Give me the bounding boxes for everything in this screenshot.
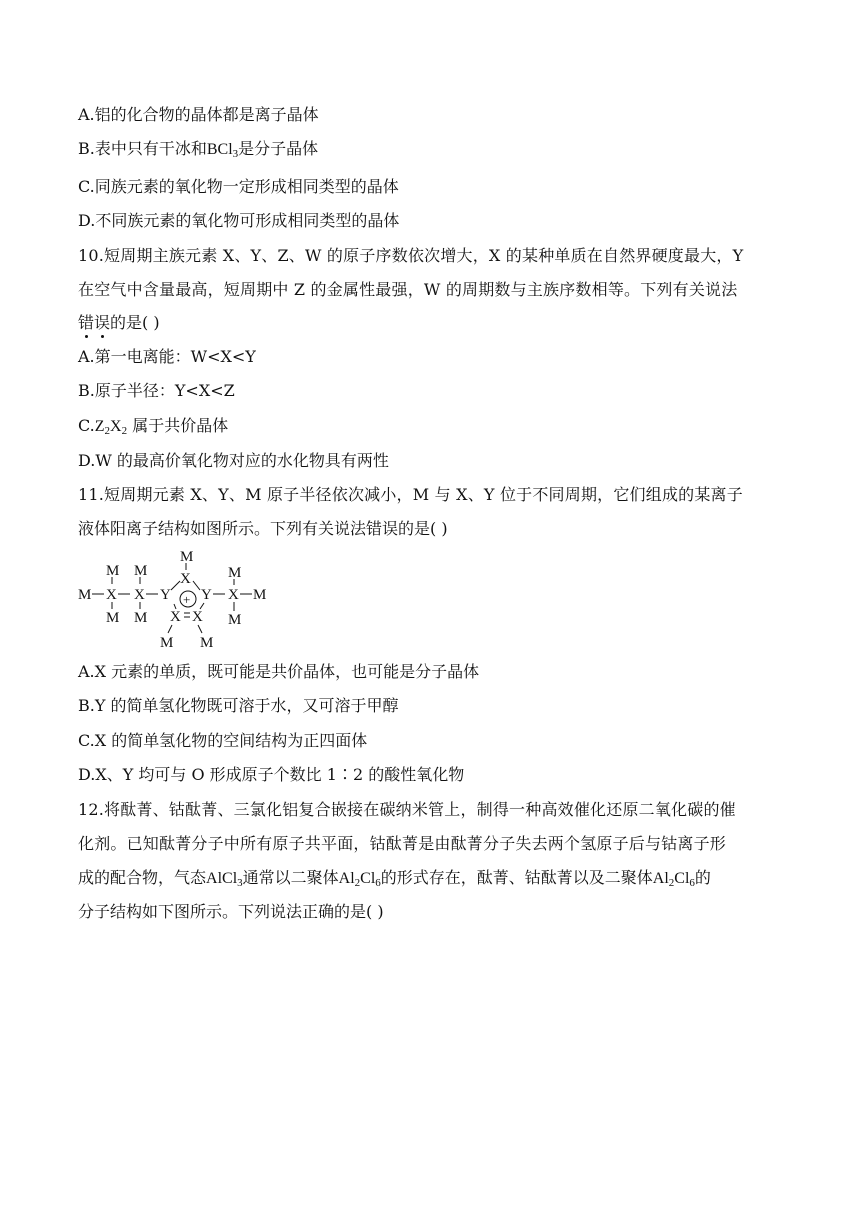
q10-stem-line1: 10.短周期主族元素 X、Y、Z、W 的原子序数依次增大，X 的某种单质在自然界硬度最大，Y: [78, 246, 744, 265]
q9-option-d: D.不同族元素的氧化物可形成相同类型的晶体: [78, 211, 400, 230]
atom-x: X: [170, 609, 181, 625]
q12-stem-line4: 分子结构如下图所示。下列说法正确的是( ): [78, 902, 384, 921]
atom-m: M: [180, 549, 194, 565]
atom-x: X: [228, 587, 239, 603]
q11-stem-line1: 11.短周期元素 X、Y、M 原子半径依次减小，M 与 X、Y 位于不同周期，它们组成的某离子: [78, 485, 743, 504]
q9-option-c: C.同族元素的氧化物一定形成相同类型的晶体: [78, 177, 399, 196]
q10-option-d: D.W 的最高价氧化物对应的水化物具有两性: [78, 451, 389, 470]
atom-y: Y: [160, 587, 171, 603]
q9-option-a: A.铝的化合物的晶体都是离子晶体: [78, 105, 319, 124]
q9-option-b: B.表中只有干冰和BCl$_3$是分子晶体: [78, 139, 319, 160]
q12-stem-line2: 化剂。已知酞菁分子中所有原子共平面，钴酞菁是由酞菁分子失去两个氢原子后与钴离子形: [78, 834, 727, 853]
cation-structure-diagram: [72, 545, 282, 653]
atom-m: M: [106, 563, 120, 579]
atom-x: X: [192, 609, 203, 625]
q11-option-c: C.X 的简单氢化物的空间结构为正四面体: [78, 731, 368, 750]
q11-option-a: A.X 元素的单质，既可能是共价晶体，也可能是分子晶体: [78, 662, 480, 681]
emphasis-text: 错误: [78, 313, 110, 332]
charge-plus: +: [183, 592, 191, 607]
atom-m: M: [134, 610, 148, 626]
atom-m: M: [78, 587, 92, 603]
q10-option-c: $C.Z_2X_2$ 属于共价晶体: [78, 416, 229, 437]
atom-m: M: [106, 610, 120, 626]
atom-m: M: [134, 563, 148, 579]
atom-y: Y: [201, 587, 212, 603]
atom-m: M: [228, 565, 242, 581]
atom-x: X: [134, 587, 145, 603]
atom-m: M: [200, 635, 214, 651]
q10-option-a: A.第一电离能：W<X<Y: [78, 347, 256, 366]
q11-option-d: D.X、Y 均可与 O 形成原子个数比 1∶2 的酸性氧化物: [78, 765, 465, 784]
q10-stem-line2: 在空气中含量最高，短周期中 Z 的金属性最强，W 的周期数与主族序数相等。下列有关说法: [78, 280, 738, 299]
q11-stem-line2: 液体阳离子结构如图所示。下列有关说法错误的是( ): [78, 519, 448, 538]
atom-m: M: [160, 635, 174, 651]
q12-stem-line1: 12.将酞菁、钴酞菁、三氯化铝复合嵌接在碳纳米管上，制得一种高效催化还原二氧化碳的催: [78, 800, 736, 819]
q10-stem-line3: 错误 的是( ): [78, 313, 160, 333]
atom-x: X: [180, 571, 191, 587]
atom-x: X: [106, 587, 117, 603]
atom-m: M: [253, 587, 267, 603]
q12-stem-line3: 成的配合物，气态AlCl$_3$通常以二聚体$Al_2Cl_6$的形式存在，酞菁、钴酞菁以及二聚体$Al_2Cl_6$的: [78, 868, 711, 889]
q10-option-b: B.原子半径：Y<X<Z: [78, 381, 235, 400]
q11-option-b: B.Y 的简单氢化物既可溶于水，又可溶于甲醇: [78, 696, 399, 715]
atom-m: M: [228, 612, 242, 628]
